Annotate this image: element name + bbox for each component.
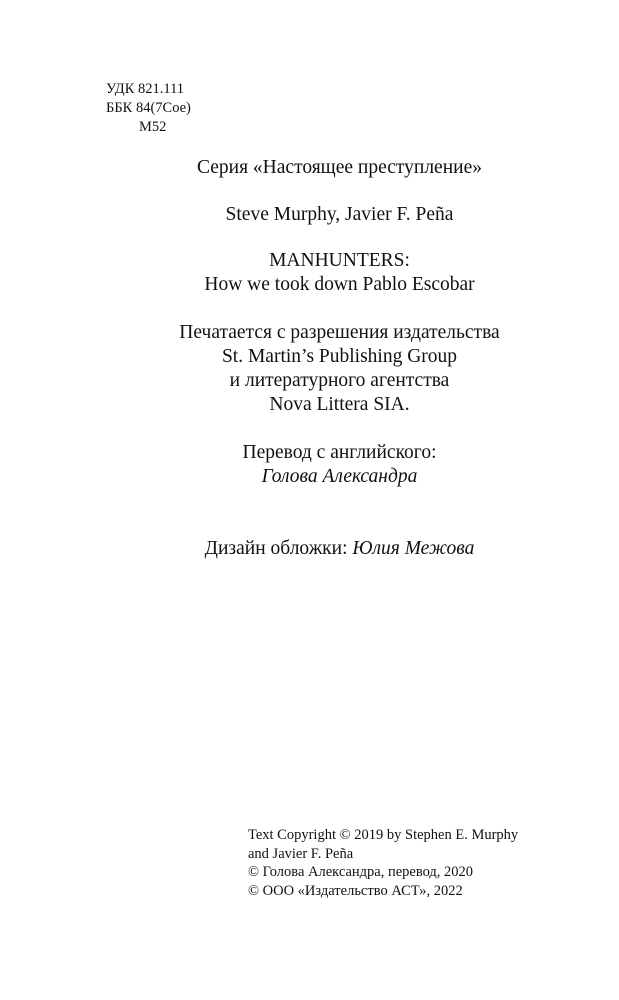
cover-designer-name: Юлия Межова [352, 538, 475, 559]
original-authors: Steve Murphy, Javier F. Peña [225, 204, 454, 225]
translation-label: Перевод с английского: [242, 442, 437, 463]
original-title-line-1: MANHUNTERS: [269, 250, 410, 271]
copyright-line-4: © ООО «Издательство АСТ», 2022 [248, 882, 463, 899]
series-block [0, 156, 619, 180]
bbk-code: ББК 84(7Сое) [106, 100, 191, 116]
classification-codes [106, 80, 191, 137]
cover-design-block [0, 537, 619, 561]
authors-block [0, 203, 619, 227]
translation-block [0, 441, 619, 489]
original-title-line-2: How we took down Pablo Escobar [204, 274, 475, 295]
permission-block [0, 321, 619, 417]
original-title-block [0, 249, 619, 297]
cover-design-line [0, 537, 619, 561]
cover-design-label: Дизайн обложки: [204, 538, 353, 559]
translator-name: Голова Александра [261, 466, 418, 487]
permission-line-4: Nova Littera SIA. [269, 394, 410, 415]
permission-line-1: Печатается с разрешения издательства [179, 322, 500, 343]
copyright-line-1: Text Copyright © 2019 by Stephen E. Murphy [248, 827, 519, 843]
author-mark: М52 [139, 119, 167, 135]
copyright-line-2: and Javier F. Peña [248, 845, 354, 862]
copyright-line-3: © Голова Александра, перевод, 2020 [248, 864, 474, 880]
copyright-block [248, 826, 518, 900]
permission-line-3: и литературного агентства [229, 370, 450, 391]
permission-line-2: St. Martin’s Publishing Group [221, 346, 458, 367]
udk-code: УДК 821.111 [106, 81, 185, 97]
series-title: Серия «Настоящее преступление» [197, 157, 482, 178]
